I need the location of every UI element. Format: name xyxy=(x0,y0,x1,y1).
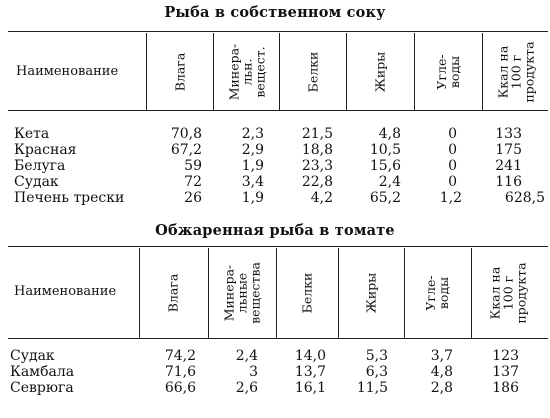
cell-fat: 4,8 xyxy=(378,126,401,142)
cell-moisture: 71,6 xyxy=(164,364,196,380)
cell-kcal: 116 xyxy=(495,174,522,190)
cell-minerals: 2,4 xyxy=(235,348,258,364)
table2-divider xyxy=(338,248,339,338)
cell-carbs: 0 xyxy=(448,158,457,174)
table1-title: Рыба в собственном соку xyxy=(164,4,386,21)
cell-kcal: 241 xyxy=(495,158,522,174)
cell-moisture: 72 xyxy=(184,174,202,190)
row-name: Печень трески xyxy=(14,190,125,206)
cell-kcal: 133 xyxy=(495,126,522,142)
table1-divider xyxy=(279,33,280,110)
cell-minerals: 1,9 xyxy=(241,190,264,206)
cell-carbs: 3,7 xyxy=(430,348,453,364)
cell-moisture: 70,8 xyxy=(170,126,202,142)
table2-title: Обжаренная рыба в томате xyxy=(155,222,395,239)
cell-fat: 15,6 xyxy=(369,158,401,174)
cell-carbs: 0 xyxy=(448,174,457,190)
cell-kcal: 123 xyxy=(492,348,519,364)
cell-protein: 18,8 xyxy=(301,142,333,158)
cell-fat: 11,5 xyxy=(356,380,388,396)
row-name: Белуга xyxy=(14,158,66,174)
row-name: Кета xyxy=(14,126,50,142)
row-name: Судак xyxy=(10,348,55,364)
cell-minerals: 3 xyxy=(249,364,258,380)
cell-minerals: 2,9 xyxy=(241,142,264,158)
cell-moisture: 26 xyxy=(184,190,202,206)
table1-divider xyxy=(482,33,483,110)
table1-divider xyxy=(346,33,347,110)
table1-divider xyxy=(146,33,147,110)
table2-name-header: Наименование xyxy=(14,284,117,299)
cell-fat: 6,3 xyxy=(365,364,388,380)
table1-header-rule xyxy=(8,110,548,111)
table2-top-rule xyxy=(8,246,548,247)
table2-divider xyxy=(139,248,140,338)
table1-divider xyxy=(414,33,415,110)
row-name: Севрюга xyxy=(10,380,74,396)
cell-carbs: 1,2 xyxy=(439,190,462,206)
cell-kcal: 186 xyxy=(492,380,519,396)
table2-divider xyxy=(471,248,472,338)
cell-protein: 21,5 xyxy=(301,126,333,142)
cell-protein: 22,8 xyxy=(301,174,333,190)
table1-top-rule xyxy=(8,31,548,32)
cell-minerals: 2,6 xyxy=(235,380,258,396)
table2-divider xyxy=(208,248,209,338)
cell-moisture: 67,2 xyxy=(170,142,202,158)
cell-minerals: 2,3 xyxy=(241,126,264,142)
table2-divider xyxy=(404,248,405,338)
cell-fat: 5,3 xyxy=(365,348,388,364)
cell-fat: 65,2 xyxy=(369,190,401,206)
row-name: Судак xyxy=(14,174,59,190)
cell-moisture: 59 xyxy=(184,158,202,174)
row-name: Камбала xyxy=(10,364,75,380)
cell-carbs: 0 xyxy=(448,126,457,142)
cell-fat: 2,4 xyxy=(378,174,401,190)
cell-carbs: 4,8 xyxy=(430,364,453,380)
table1-name-header: Наименование xyxy=(16,64,119,79)
cell-protein: 4,2 xyxy=(310,190,333,206)
cell-carbs: 0 xyxy=(448,142,457,158)
cell-protein: 14,0 xyxy=(294,348,326,364)
row-name: Красная xyxy=(14,142,77,158)
cell-protein: 23,3 xyxy=(301,158,333,174)
cell-protein: 13,7 xyxy=(294,364,326,380)
cell-kcal: 628,5 xyxy=(504,190,545,206)
table2-divider xyxy=(276,248,277,338)
cell-protein: 16,1 xyxy=(294,380,326,396)
cell-fat: 10,5 xyxy=(369,142,401,158)
cell-moisture: 74,2 xyxy=(164,348,196,364)
cell-minerals: 3,4 xyxy=(241,174,264,190)
cell-moisture: 66,6 xyxy=(164,380,196,396)
cell-kcal: 175 xyxy=(495,142,522,158)
cell-kcal: 137 xyxy=(492,364,519,380)
cell-minerals: 1,9 xyxy=(241,158,264,174)
table1-divider xyxy=(213,33,214,110)
cell-carbs: 2,8 xyxy=(430,380,453,396)
table2-header-rule xyxy=(8,338,548,339)
